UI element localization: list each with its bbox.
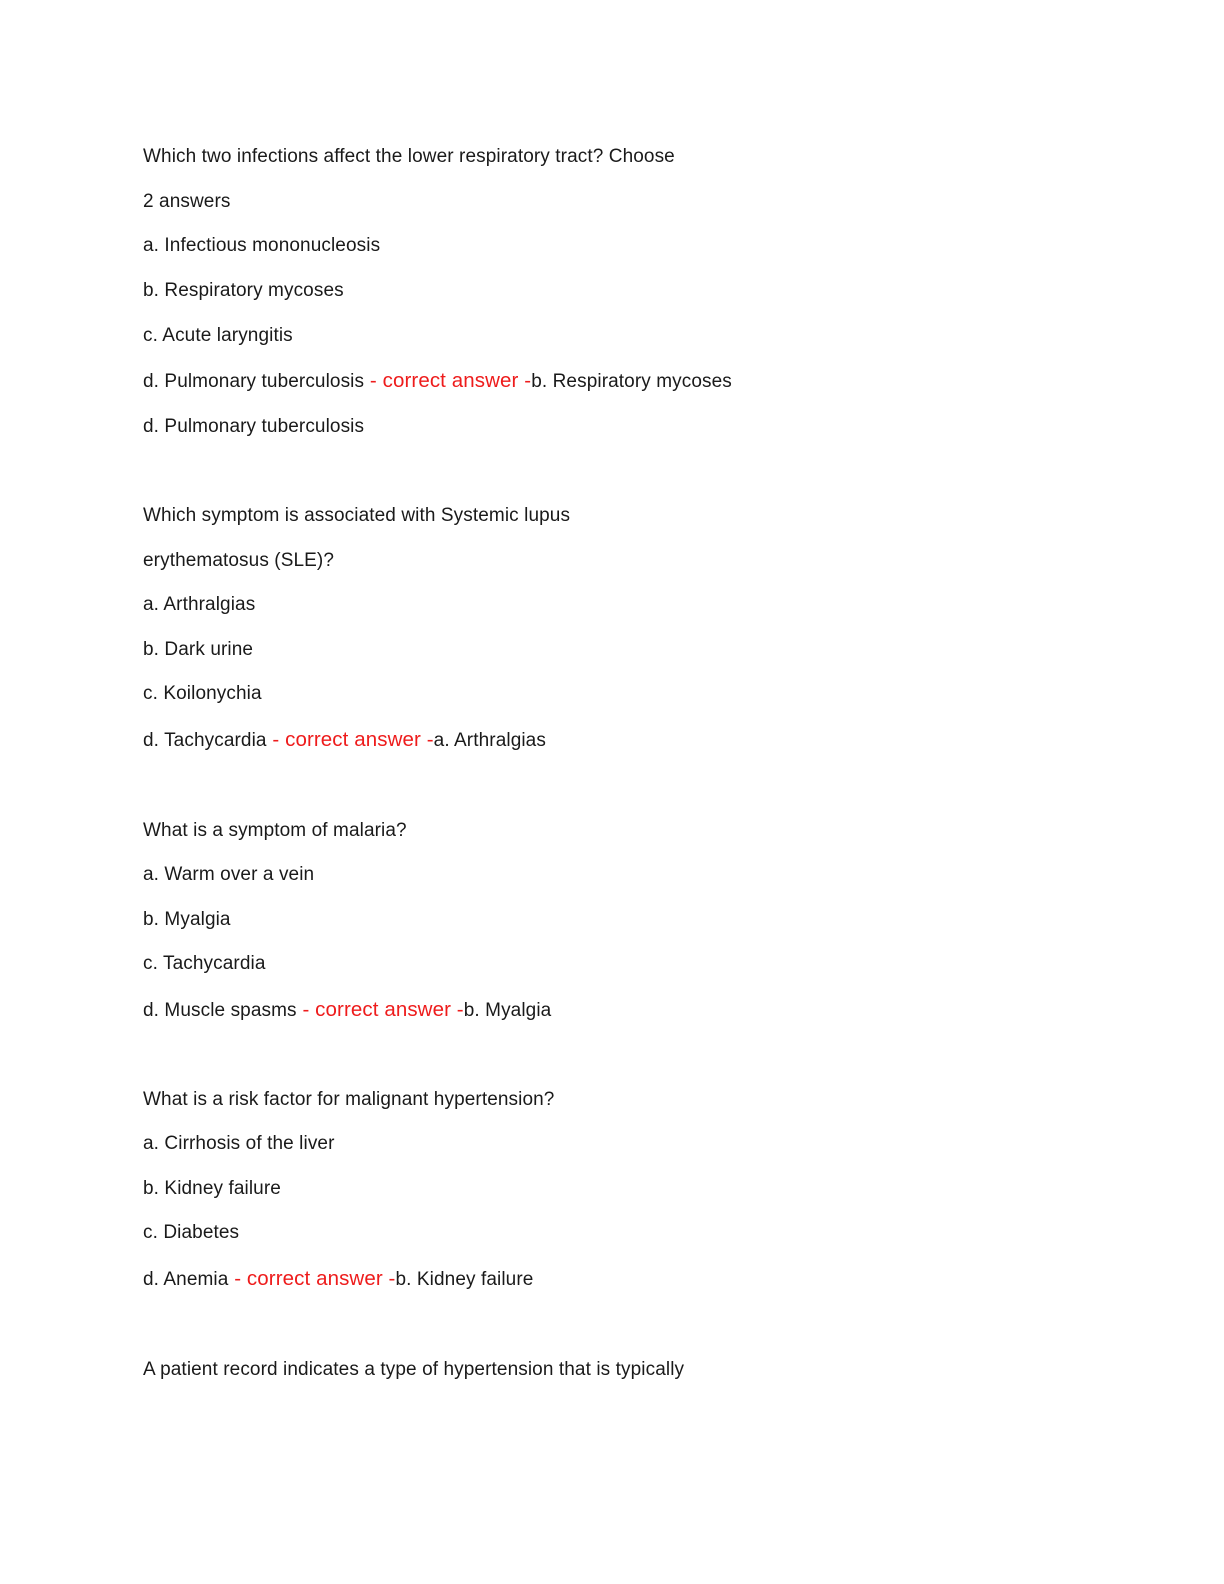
question-1-stem-line-2: 2 answers — [143, 191, 231, 212]
question-3-option-c: c. Tachycardia — [143, 953, 266, 974]
question-1-answer: b. Respiratory mycoses — [531, 371, 732, 392]
question-1-option-c: c. Acute laryngitis — [143, 325, 293, 346]
question-4-stem-line-1: What is a risk factor for malignant hypertension? — [143, 1089, 555, 1110]
correct-answer-marker: - correct answer - — [228, 1267, 396, 1290]
question-4-option-a: a. Cirrhosis of the liver — [143, 1133, 335, 1154]
question-4-option-c: c. Diabetes — [143, 1222, 240, 1243]
question-3-stem-line-1: What is a symptom of malaria? — [143, 820, 407, 841]
question-1-stem-line-1: Which two infections affect the lower respiratory tract? Choose — [143, 146, 675, 167]
question-2-answer: a. Arthralgias — [433, 730, 546, 751]
question-2-option-c: c. Koilonychia — [143, 683, 262, 704]
question-1-option-b: b. Respiratory mycoses — [143, 280, 344, 301]
question-3-option-a: a. Warm over a vein — [143, 864, 315, 885]
question-3-option-d: d. Muscle spasms — [143, 1000, 297, 1021]
question-2-option-d-with-answer — [143, 728, 546, 753]
question-1-option-d: d. Pulmonary tuberculosis — [143, 371, 365, 392]
question-2-stem-line-1: Which symptom is associated with Systemic lupus — [143, 505, 571, 526]
correct-answer-marker: - correct answer - — [296, 998, 464, 1021]
question-3-option-d-with-answer — [143, 998, 551, 1023]
question-1-option-a: a. Infectious mononucleosis — [143, 235, 381, 256]
question-3-option-b: b. Myalgia — [143, 909, 231, 930]
question-4-answer: b. Kidney failure — [395, 1269, 534, 1290]
question-3-answer: b. Myalgia — [463, 1000, 552, 1021]
correct-answer-marker: - correct answer - — [364, 369, 532, 392]
question-5-stem-line-1: A patient record indicates a type of hypertension that is typically — [143, 1359, 685, 1380]
question-2-option-b: b. Dark urine — [143, 639, 254, 660]
question-2-option-d: d. Tachycardia — [143, 730, 267, 751]
question-1-option-d-with-answer — [143, 369, 732, 394]
question-2-stem-line-2: erythematosus (SLE)? — [143, 550, 335, 571]
question-4-option-b: b. Kidney failure — [143, 1178, 281, 1199]
question-2-option-a: a. Arthralgias — [143, 594, 256, 615]
question-4-option-d: d. Anemia — [143, 1269, 229, 1290]
question-1-answer-extra: d. Pulmonary tuberculosis — [143, 416, 365, 437]
correct-answer-marker: - correct answer - — [266, 728, 434, 751]
question-4-option-d-with-answer — [143, 1267, 533, 1292]
